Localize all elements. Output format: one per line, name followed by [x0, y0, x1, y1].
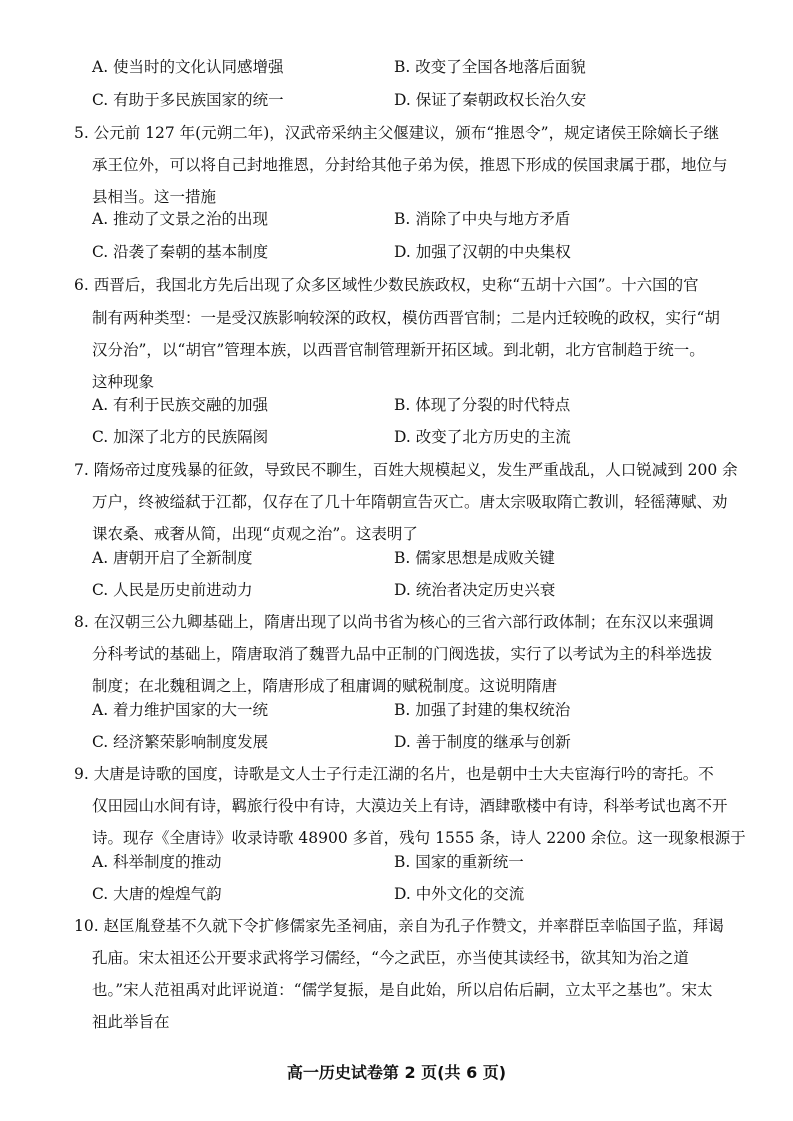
q7-option-b: B. 儒家思想是成败关键: [394, 549, 555, 567]
q6-option-a: A. 有利于民族交融的加强: [92, 396, 269, 414]
q10-stem-line-4: 祖此举旨在: [92, 1013, 170, 1031]
q9-option-d: D. 中外文化的交流: [394, 885, 525, 903]
q9-option-c: C. 大唐的煌煌气韵: [92, 885, 222, 903]
q5-option-c: C. 沿袭了秦朝的基本制度: [92, 243, 269, 261]
q9-stem-line-3: 诗。现存《全唐诗》收录诗歌 48900 多首，残句 1555 条，诗人 2200 余位。这一现象根源于: [92, 829, 746, 847]
q8-stem-line-2: 分科考试的基础上，隋唐取消了魏晋九品中正制的门阀选拔，实行了以考试为主的科举选拔: [92, 645, 713, 663]
q5-option-b: B. 消除了中央与地方矛盾: [394, 210, 571, 228]
q7-option-d: D. 统治者决定历史兴衰: [394, 581, 556, 599]
q7-stem-line-3: 课农桑、戒奢从简，出现“贞观之治”。这表明了: [92, 525, 418, 543]
page-footer: 高一历史试卷第 2 页(共 6 页): [286, 1063, 507, 1082]
q8-stem-line-3: 制度；在北魏租调之上，隋唐形成了租庸调的赋税制度。这说明隋唐: [92, 677, 558, 695]
q9-option-b: B. 国家的重新统一: [394, 853, 524, 871]
q5-stem-line-2: 承王位外，可以将自己封地推恩，分封给其他子弟为侯，推恩下形成的侯国隶属于郡，地位与: [92, 156, 728, 174]
q7-option-c: C. 人民是历史前进动力: [92, 581, 253, 599]
q8-stem-line-1: 8. 在汉朝三公九卿基础上，隋唐出现了以尚书省为核心的三省六部行政体制；在东汉以来强调: [74, 613, 714, 631]
q6-option-c: C. 加深了北方的民族隔阂: [92, 428, 269, 446]
q6-stem-line-2: 制有两种类型：一是受汉族影响较深的政权，模仿西晋官制；二是内迁较晚的政权，实行“胡: [92, 309, 720, 327]
q7-stem-line-1: 7. 隋炀帝过度残暴的征敛，导致民不聊生，百姓大规模起义，发生严重战乱，人口锐减到 200 余: [74, 461, 738, 479]
q4-option-c: C. 有助于多民族国家的统一: [92, 91, 284, 109]
q10-stem-line-3: 也。”宋人范祖禹对此评说道：“儒学复振，是自此始，所以启佑后嗣，立太平之基也”。宋太: [92, 981, 713, 999]
q8-option-c: C. 经济繁荣影响制度发展: [92, 733, 269, 751]
q10-stem-line-2: 孔庙。宋太祖还公开要求武将学习儒经，“今之武臣，亦当使其读经书，欲其知为治之道: [92, 949, 689, 967]
q4-option-a: A. 使当时的文化认同感增强: [92, 58, 284, 76]
q8-option-d: D. 善于制度的继承与创新: [394, 733, 571, 751]
q6-stem-line-4: 这种现象: [92, 373, 155, 391]
q4-option-d: D. 保证了秦朝政权长治久安: [394, 91, 587, 109]
q6-option-b: B. 体现了分裂的时代特点: [394, 396, 571, 414]
q6-stem-line-1: 6. 西晋后，我国北方先后出现了众多区域性少数民族政权，史称“五胡十六国”。十六国的官: [74, 276, 699, 294]
q5-stem-line-3: 县相当。这一措施: [92, 188, 217, 206]
q7-stem-line-2: 万户，终被缢弑于江都，仅存在了几十年隋朝宣告灭亡。唐太宗吸取隋亡教训，轻徭薄赋、劝: [92, 493, 728, 511]
q4-option-b: B. 改变了全国各地落后面貌: [394, 58, 586, 76]
q9-option-a: A. 科举制度的推动: [92, 853, 222, 871]
q5-option-d: D. 加强了汉朝的中央集权: [394, 243, 571, 261]
q9-stem-line-2: 仅田园山水间有诗，羁旅行役中有诗，大漠边关上有诗，酒肆歌楼中有诗，科举考试也离不开: [92, 797, 728, 815]
q9-stem-line-1: 9. 大唐是诗歌的国度，诗歌是文人士子行走江湖的名片，也是朝中士大夫宦海行吟的寄托。不: [74, 765, 714, 783]
q8-option-a: A. 着力维护国家的大一统: [92, 701, 269, 719]
q6-stem-line-3: 汉分治”，以“胡官”管理本族，以西晋官制管理新开拓区域。到北朝，北方官制趋于统一。: [92, 341, 705, 359]
q10-stem-line-1: 10. 赵匡胤登基不久就下令扩修儒家先圣祠庙，亲自为孔子作赞文，并率群臣幸临国子监，拜谒: [74, 917, 724, 935]
q6-option-d: D. 改变了北方历史的主流: [394, 428, 571, 446]
q8-option-b: B. 加强了封建的集权统治: [394, 701, 571, 719]
q5-option-a: A. 推动了文景之治的出现: [92, 210, 269, 228]
q5-stem-line-1: 5. 公元前 127 年(元朔二年)，汉武帝采纳主父偃建议，颁布“推恩令”，规定诸侯王除嫡长子继: [74, 124, 720, 142]
q7-option-a: A. 唐朝开启了全新制度: [92, 549, 253, 567]
